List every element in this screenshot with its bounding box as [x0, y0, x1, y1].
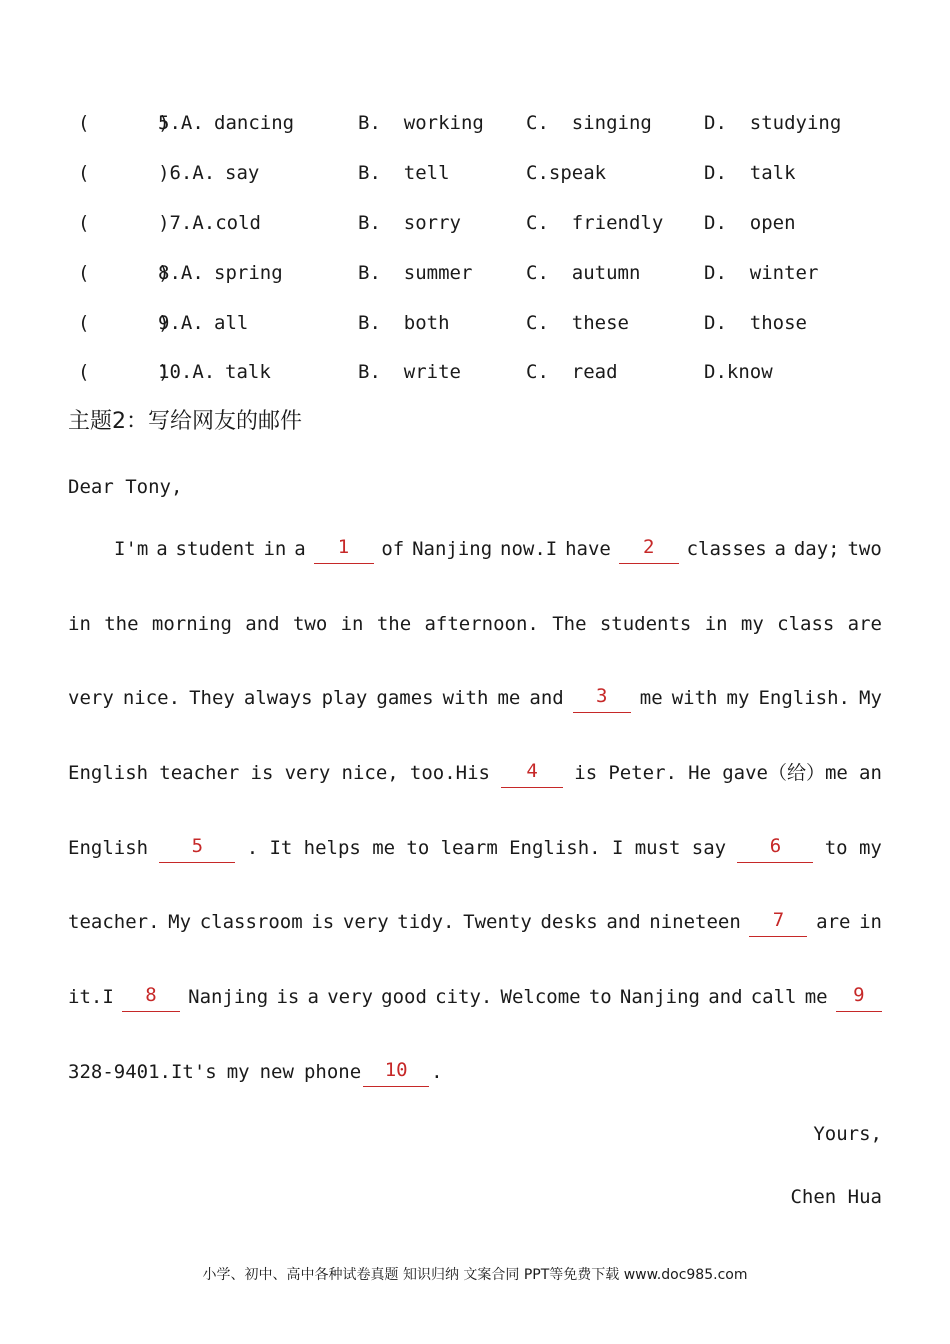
blank-4[interactable]: 4	[501, 758, 563, 788]
option-a: dancing	[214, 112, 295, 134]
word: have	[565, 538, 611, 560]
word: two	[847, 538, 882, 560]
question-number: 7.A.cold	[158, 212, 261, 234]
word: my	[226, 1061, 250, 1083]
question-row	[78, 108, 842, 138]
word: teacher	[159, 762, 240, 784]
blank-7[interactable]: 7	[749, 907, 807, 937]
option-c: C. singing	[526, 112, 652, 134]
option-b: B. both	[358, 312, 450, 334]
word: They	[189, 687, 235, 709]
word: .	[431, 1061, 443, 1083]
option-d: D.know	[704, 361, 773, 383]
word: English	[68, 762, 149, 784]
option-a: all	[214, 312, 249, 334]
word: day;	[793, 538, 840, 560]
word: The	[552, 613, 587, 635]
passage-line	[68, 758, 882, 788]
question-number: 6.A.	[158, 162, 216, 184]
word: very	[284, 762, 331, 784]
option-c: C.speak	[526, 162, 607, 184]
word: class	[777, 613, 835, 635]
word: is	[574, 762, 598, 784]
word: me	[804, 986, 828, 1008]
word: I	[611, 837, 624, 859]
option-c: C. friendly	[526, 212, 664, 234]
word: a	[774, 538, 786, 560]
option-d: D. open	[704, 212, 796, 234]
passage-line	[68, 833, 882, 863]
word: is	[250, 762, 274, 784]
word: Peter.	[608, 762, 677, 784]
option-a: spring	[214, 262, 283, 284]
word: now.I	[500, 538, 558, 560]
question-row	[78, 208, 796, 238]
blank-2[interactable]: 2	[619, 534, 679, 564]
word: in	[340, 613, 364, 635]
word: games	[376, 687, 434, 709]
answer-paren: ( )	[78, 361, 170, 383]
option-b: B. sorry	[358, 212, 461, 234]
answer-paren: ( )	[78, 262, 170, 284]
word: Nanjing	[412, 538, 493, 560]
passage-line	[68, 609, 882, 639]
letter-closing: Yours,	[813, 1123, 882, 1145]
option-b: B. working	[358, 112, 484, 134]
word: me	[497, 687, 521, 709]
word: a	[156, 538, 168, 560]
word: Nanjing	[188, 986, 269, 1008]
answer-paren: ( )	[78, 112, 170, 134]
word: is	[276, 986, 300, 1008]
passage-line	[68, 683, 882, 713]
word: good	[381, 986, 427, 1008]
blank-8[interactable]: 8	[122, 982, 180, 1012]
word: are	[847, 613, 882, 635]
question-number: 9.A.	[158, 312, 204, 334]
answer-paren: ( )	[78, 312, 170, 334]
word: Nanjing	[619, 986, 700, 1008]
word: of	[381, 538, 405, 560]
blank-6[interactable]: 6	[737, 833, 813, 863]
option-c: C. these	[526, 312, 629, 334]
word: nineteen	[649, 911, 741, 933]
option-c: C. read	[526, 361, 618, 383]
word: with	[442, 687, 489, 709]
word: phone	[303, 1061, 362, 1083]
word: the	[104, 613, 139, 635]
blank-5[interactable]: 5	[159, 833, 235, 863]
blank-10[interactable]: 10	[363, 1057, 429, 1087]
word: city.	[435, 986, 493, 1008]
word: students	[599, 613, 692, 635]
question-row	[78, 158, 796, 188]
blank-1[interactable]: 1	[314, 534, 374, 564]
option-b: B. summer	[358, 262, 473, 284]
word: an	[859, 762, 882, 784]
word: new	[259, 1061, 294, 1083]
word: very	[68, 687, 114, 709]
word: desks	[540, 911, 598, 933]
word: in	[68, 613, 91, 635]
word: in	[263, 538, 287, 560]
word: my	[726, 687, 750, 709]
word: in	[859, 911, 882, 933]
option-d: D. studying	[704, 112, 842, 134]
word: a	[307, 986, 319, 1008]
word: English.	[758, 687, 850, 709]
option-c: C. autumn	[526, 262, 641, 284]
word: and	[529, 687, 564, 709]
passage-line	[114, 534, 882, 564]
word: classes	[686, 538, 767, 560]
word: is	[311, 911, 335, 933]
question-number: 10.A.	[158, 361, 216, 383]
word: It	[269, 837, 293, 859]
word: Twenty	[463, 911, 532, 933]
word: I'm	[114, 538, 149, 560]
word: English	[68, 837, 149, 859]
word: the	[376, 613, 412, 635]
question-row	[78, 258, 819, 288]
word: my	[858, 837, 882, 859]
word: tidy.	[397, 911, 455, 933]
option-b: B. tell	[358, 162, 450, 184]
question-number: 5.A.	[158, 112, 204, 134]
word: two	[292, 613, 328, 635]
answer-paren: ( )	[78, 162, 170, 184]
option-a: say	[225, 162, 260, 184]
option-d: D. winter	[704, 262, 819, 284]
word: call	[750, 986, 797, 1008]
word: classroom	[199, 911, 303, 933]
word: must	[634, 837, 681, 859]
word: always	[243, 687, 313, 709]
question-row	[78, 308, 807, 338]
word: it.I	[68, 986, 114, 1008]
word: to	[824, 837, 848, 859]
answer-paren: ( )	[78, 212, 170, 234]
word: afternoon.	[424, 613, 539, 635]
word: and	[708, 986, 743, 1008]
question-row	[78, 357, 773, 387]
word: say	[691, 837, 727, 859]
word: too.His	[409, 762, 490, 784]
word: in	[704, 613, 728, 635]
letter-signature: Chen Hua	[790, 1186, 882, 1208]
word: nice,	[341, 762, 399, 784]
word: English.	[509, 837, 601, 859]
word: very	[342, 911, 389, 933]
option-a: talk	[225, 361, 271, 383]
word: are	[816, 911, 851, 933]
word: and	[245, 613, 280, 635]
word: my	[740, 613, 764, 635]
option-d: D. talk	[704, 162, 796, 184]
option-d: D. those	[704, 312, 807, 334]
word: to	[406, 837, 430, 859]
letter-greeting: Dear Tony,	[68, 476, 183, 498]
word: morning	[151, 613, 232, 635]
passage-line	[68, 982, 882, 1012]
word: gave（给）me	[722, 762, 848, 784]
word: and	[606, 911, 641, 933]
word: Welcome	[500, 986, 581, 1008]
passage-line	[68, 1057, 882, 1087]
word: My	[859, 687, 882, 709]
question-number: 8.A.	[158, 262, 204, 284]
blank-3[interactable]: 3	[573, 683, 631, 713]
word: nice.	[122, 687, 181, 709]
word: learm	[440, 837, 498, 859]
word: student	[175, 538, 256, 560]
option-b: B. write	[358, 361, 461, 383]
word: 328-9401.It's	[68, 1061, 217, 1083]
word: with	[671, 687, 718, 709]
word: to	[588, 986, 612, 1008]
word: He	[688, 762, 712, 784]
word: me	[372, 837, 396, 859]
word: me	[639, 687, 663, 709]
word: teacher.	[68, 911, 160, 933]
section-heading: 主题2：写给网友的邮件	[68, 409, 302, 434]
word: helps	[303, 837, 361, 859]
passage-line	[68, 907, 882, 937]
page-footer: 小学、初中、高中各种试卷真题 知识归纳 文案合同 PPT等免费下载 www.doc985.com	[202, 1267, 748, 1283]
word: My	[168, 911, 192, 933]
blank-9[interactable]: 9	[836, 982, 882, 1012]
word: very	[327, 986, 373, 1008]
word: play	[321, 687, 368, 709]
word: .	[246, 837, 259, 859]
word: a	[294, 538, 306, 560]
